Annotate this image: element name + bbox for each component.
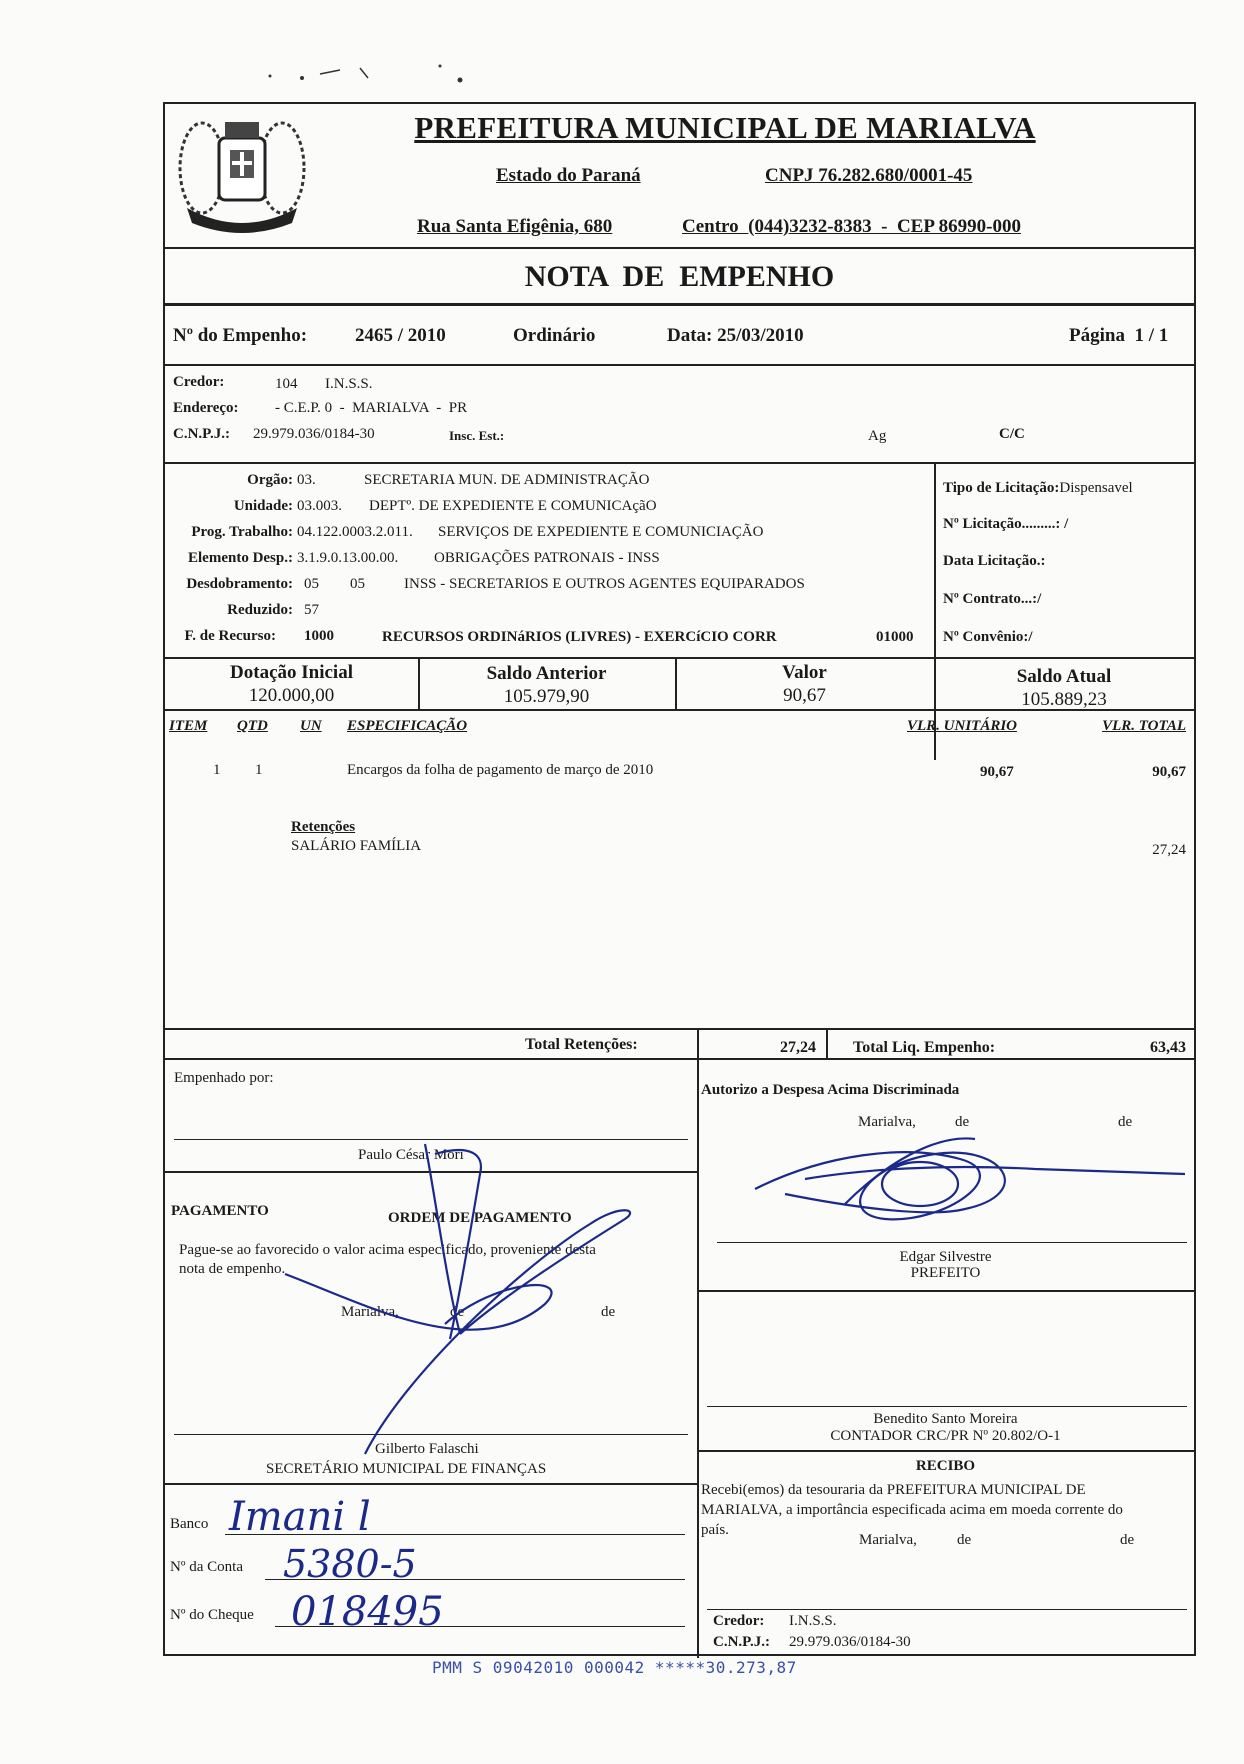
reduzido-label: Reduzido: bbox=[227, 602, 293, 618]
desdobramento-label: Desdobramento: bbox=[186, 576, 293, 592]
document-title: NOTA DE EMPENHO bbox=[524, 260, 835, 293]
prefeito-signature bbox=[745, 1114, 1185, 1244]
header-cnpj: CNPJ 76.282.680/0001-45 bbox=[765, 165, 973, 186]
recibo-text-1: Recebi(emos) da tesouraria da PREFEITURA MUNICIPAL DE bbox=[701, 1482, 1086, 1498]
unidade-label: Unidade: bbox=[233, 498, 293, 514]
recibo-cnpj-value: 29.979.036/0184-30 bbox=[789, 1634, 911, 1650]
contador-title: CONTADOR CRC/PR Nº 20.802/O-1 bbox=[830, 1428, 1061, 1444]
secretario-signature bbox=[245, 1134, 685, 1474]
orgao-label: Orgão: bbox=[247, 472, 293, 488]
elemento-name: OBRIGAÇÕES PATRONAIS - INSS bbox=[434, 550, 660, 566]
insc-est-label: Insc. Est.: bbox=[449, 428, 505, 443]
convenio-numero: Nº Convênio:/ bbox=[943, 629, 1033, 645]
prog-name: SERVIÇOS DE EXPEDIENTE E COMUNICIAÇÃO bbox=[438, 524, 764, 540]
saldo-anterior-value: 105.979,90 bbox=[503, 686, 590, 707]
item-vlr-total: 90,67 bbox=[1152, 764, 1186, 780]
pague-text-1: Pague-se ao favorecido o valor acima especificado, proveniente desta bbox=[179, 1242, 596, 1258]
header-street: Rua Santa Efigênia, 680 bbox=[417, 216, 613, 237]
paulo-signature-name: Paulo César Mori bbox=[358, 1147, 464, 1163]
credor-name: I.N.S.S. bbox=[325, 376, 373, 392]
licitacao-numero: Nº Licitação.........: / bbox=[943, 516, 1069, 532]
retencao-name: SALÁRIO FAMÍLIA bbox=[291, 838, 422, 854]
autorizo-de2: de bbox=[1118, 1114, 1133, 1130]
valor-label: Valor bbox=[782, 662, 827, 683]
header-address: Centro (044)3232-8383 - CEP 86990-000 bbox=[682, 216, 1021, 237]
empenhado-por-label: Empenhado por: bbox=[174, 1070, 274, 1086]
empenho-type: Ordinário bbox=[513, 325, 596, 346]
cheque-handwritten: 018495 bbox=[291, 1589, 444, 1635]
col-especificacao: ESPECIFICAÇÃO bbox=[347, 718, 468, 734]
elemento-code: 3.1.9.0.13.00.00. bbox=[297, 550, 399, 566]
licitacao-tipo: Tipo de Licitação:Dispensavel bbox=[943, 480, 1133, 496]
unidade-name: DEPTº. DE EXPEDIENTE E COMUNICAçãO bbox=[369, 498, 657, 514]
endereco-value: - C.E.P. 0 - MARIALVA - PR bbox=[275, 400, 468, 416]
recurso-label: F. de Recurso: bbox=[184, 628, 276, 644]
prog-label: Prog. Trabalho: bbox=[191, 524, 293, 540]
empenho-number: 2465 / 2010 bbox=[355, 325, 446, 346]
desdobramento-b: 05 bbox=[350, 576, 365, 592]
item-especificacao: Encargos da folha de pagamento de março de 2010 bbox=[347, 762, 654, 778]
banco-label: Banco bbox=[170, 1516, 209, 1532]
prog-code: 04.122.0003.2.011. bbox=[297, 524, 413, 540]
item-qtd: 1 bbox=[255, 762, 263, 778]
licitacao-data: Data Licitação.: bbox=[943, 553, 1046, 569]
autorizo-label: Autorizo a Despesa Acima Discriminada bbox=[701, 1082, 960, 1098]
recibo-credor-label: Credor: bbox=[713, 1613, 765, 1629]
recibo-cnpj-label: C.N.P.J.: bbox=[713, 1634, 770, 1650]
col-item: ITEM bbox=[169, 718, 208, 734]
total-retencoes-label: Total Retenções: bbox=[525, 1036, 638, 1053]
col-qtd: QTD bbox=[237, 718, 268, 734]
valor-value: 90,67 bbox=[783, 685, 826, 706]
recibo-place: Marialva, bbox=[859, 1532, 917, 1548]
empenho-number-label: Nº do Empenho: bbox=[173, 325, 308, 346]
recibo-text-2: MARIALVA, a importância especificada acima em moeda corrente do bbox=[701, 1502, 1123, 1518]
saldo-atual-label: Saldo Atual bbox=[1016, 666, 1112, 687]
unidade-code: 03.003. bbox=[297, 498, 342, 514]
header-title: PREFEITURA MUNICIPAL DE MARIALVA bbox=[414, 110, 1036, 145]
elemento-label: Elemento Desp.: bbox=[188, 550, 293, 566]
gilberto-name: Gilberto Falaschi bbox=[375, 1441, 479, 1457]
orgao-code: 03. bbox=[297, 472, 316, 488]
pagamento-heading: PAGAMENTO bbox=[171, 1203, 269, 1219]
desdobramento-a: 05 bbox=[304, 576, 319, 592]
retencoes-heading: Retenções bbox=[291, 819, 356, 835]
col-vlr-total: VLR. TOTAL bbox=[1102, 718, 1186, 734]
dotacao-value: 120.000,00 bbox=[248, 685, 335, 706]
conta-handwritten: 5380-5 bbox=[283, 1542, 417, 1586]
endereco-label: Endereço: bbox=[173, 400, 239, 416]
cc-label: C/C bbox=[999, 426, 1025, 442]
recurso-name: RECURSOS ORDINáRIOS (LIVRES) - EXERCíCIO CORR bbox=[382, 629, 777, 645]
saldo-atual-value: 105.889,23 bbox=[1021, 689, 1107, 710]
prefeito-title: PREFEITO bbox=[910, 1265, 981, 1281]
col-un: UN bbox=[300, 718, 322, 734]
conta-label: Nº da Conta bbox=[170, 1559, 243, 1575]
recibo-text-3: país. bbox=[701, 1522, 729, 1538]
page-number: Página 1 / 1 bbox=[1069, 325, 1169, 346]
total-liquido-label: Total Liq. Empenho: bbox=[853, 1039, 996, 1056]
saldo-anterior-label: Saldo Anterior bbox=[486, 663, 607, 684]
recibo-de1: de bbox=[957, 1532, 972, 1548]
autorizo-de1: de bbox=[955, 1114, 970, 1130]
dotacao-label: Dotação Inicial bbox=[230, 662, 353, 683]
empenho-form bbox=[163, 102, 1196, 1656]
total-liquido-value: 63,43 bbox=[1150, 1039, 1186, 1056]
recibo-de2: de bbox=[1120, 1532, 1135, 1548]
ordem-pagamento-heading: ORDEM DE PAGAMENTO bbox=[388, 1210, 572, 1226]
autorizo-place: Marialva, bbox=[858, 1114, 916, 1130]
header-state: Estado do Paraná bbox=[496, 165, 641, 186]
desdobramento-name: INSS - SECRETARIOS E OUTROS AGENTES EQUIPARADOS bbox=[404, 576, 805, 592]
secretario-title: SECRETÁRIO MUNICIPAL DE FINANÇAS bbox=[266, 1461, 547, 1477]
recurso-number: 01000 bbox=[876, 629, 914, 645]
banco-handwritten: Imani l bbox=[229, 1494, 371, 1540]
item-vlr-unitario: 90,67 bbox=[980, 764, 1014, 780]
contrato-numero: Nº Contrato...:/ bbox=[943, 591, 1042, 607]
orgao-name: SECRETARIA MUN. DE ADMINISTRAÇÃO bbox=[364, 472, 650, 488]
reduzido-value: 57 bbox=[304, 602, 319, 618]
pague-text-2: nota de empenho. bbox=[179, 1261, 286, 1277]
pagamento-de2: de bbox=[601, 1304, 616, 1320]
ag-label: Ag bbox=[868, 428, 887, 444]
scan-specks bbox=[240, 56, 540, 86]
benedito-name: Benedito Santo Moreira bbox=[873, 1411, 1018, 1427]
edgar-name: Edgar Silvestre bbox=[899, 1249, 992, 1265]
cheque-label: Nº do Cheque bbox=[170, 1607, 254, 1623]
cnpj-label: C.N.P.J.: bbox=[173, 426, 230, 442]
recurso-code: 1000 bbox=[304, 628, 334, 644]
recibo-heading: RECIBO bbox=[915, 1458, 976, 1474]
col-vlr-unitario: VLR. UNITÁRIO bbox=[907, 718, 1018, 734]
empenho-date: Data: 25/03/2010 bbox=[667, 325, 804, 346]
city-coat-of-arms bbox=[167, 108, 317, 238]
payment-stamp: PMM S 09042010 000042 *****30.273,87 bbox=[432, 1658, 797, 1677]
item-number: 1 bbox=[213, 762, 221, 778]
recibo-credor-value: I.N.S.S. bbox=[789, 1613, 837, 1629]
pagamento-de1: de bbox=[450, 1304, 465, 1320]
credor-code: 104 bbox=[275, 376, 298, 392]
pagamento-place: Marialva, bbox=[341, 1304, 399, 1320]
credor-label: Credor: bbox=[173, 374, 225, 390]
retencao-value: 27,24 bbox=[1152, 842, 1186, 858]
total-retencoes-value: 27,24 bbox=[780, 1039, 816, 1056]
cnpj-value: 29.979.036/0184-30 bbox=[253, 426, 375, 442]
